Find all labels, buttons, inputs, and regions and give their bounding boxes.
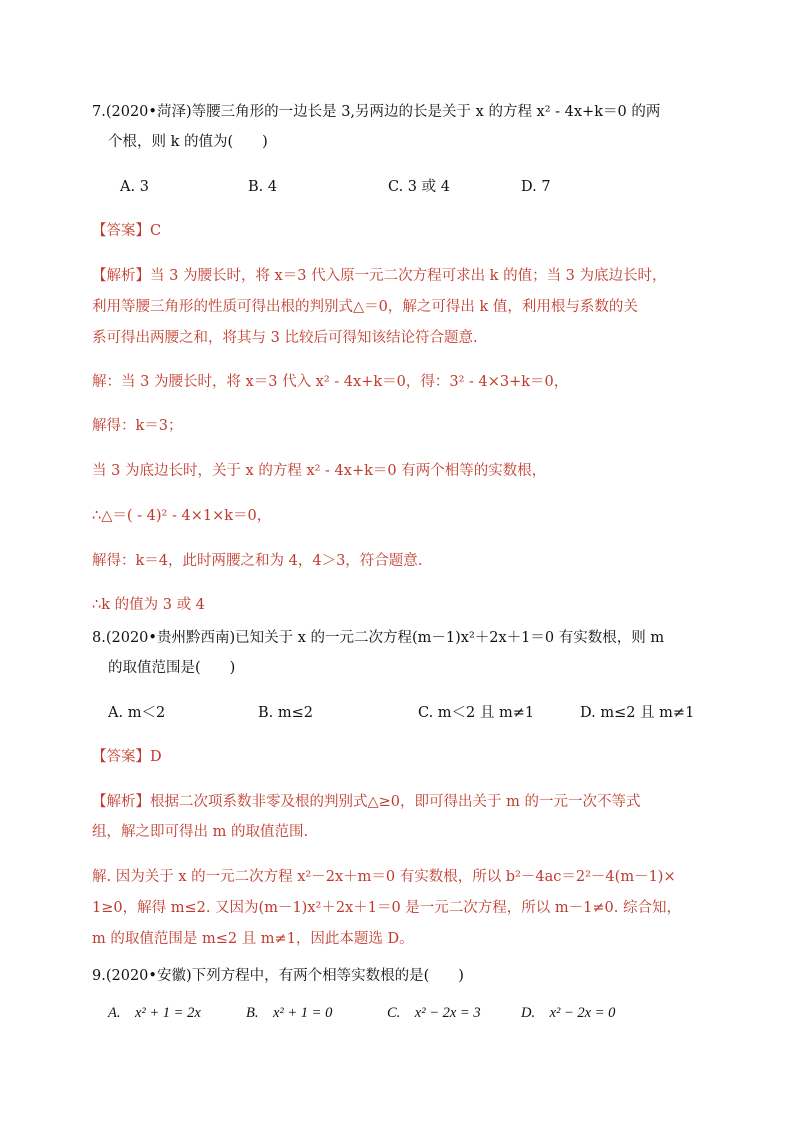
question-8-option-b: B. m≤2 bbox=[258, 705, 313, 721]
answer-label: 【答案】 bbox=[92, 223, 150, 239]
question-8-analysis-line-2: 组，解之即可得出 m 的取值范围. bbox=[92, 824, 309, 840]
question-8-stem-line-1: 8.(2020•贵州黔西南)已知关于 x 的一元二次方程(m－1)x²＋2x＋1＝0 有实数根，则 m bbox=[92, 630, 665, 646]
question-9-option-a: A. x² + 1 = 2x bbox=[108, 1005, 201, 1021]
question-7-analysis-line-3: 系可得出两腰之和，将其与 3 比较后可得知该结论符合题意. bbox=[92, 330, 478, 346]
question-7-analysis-line-2: 利用等腰三角形的性质可得出根的判别式△＝0，解之可得出 k 值，利用根与系数的关 bbox=[92, 299, 638, 315]
answer-value: D bbox=[150, 749, 162, 765]
question-7-option-c: C. 3 或 4 bbox=[388, 179, 450, 195]
analysis-text: 根据二次项系数非零及根的判别式△≥0，即可得出关于 m 的一元一次不等式 bbox=[150, 794, 641, 810]
question-8-option-d: D. m≤2 且 m≠1 bbox=[580, 705, 695, 721]
question-7-option-d: D. 7 bbox=[521, 179, 551, 195]
question-8-solution-line-2: 1≥0，解得 m≤2. 又因为(m－1)x²＋2x＋1＝0 是一元二次方程，所以 m－1≠0. 综合知， bbox=[92, 900, 681, 916]
answer-value: C bbox=[150, 223, 162, 239]
question-8-option-a: A. m＜2 bbox=[108, 705, 166, 721]
question-9-option-d: D. x² − 2x = 0 bbox=[521, 1005, 616, 1021]
question-9-stem: 9.(2020•安徽)下列方程中，有两个相等实数根的是( ) bbox=[92, 968, 464, 984]
question-8-option-c: C. m＜2 且 m≠1 bbox=[418, 705, 535, 721]
question-8-solution-line-3: m 的取值范围是 m≤2 且 m≠1，因此本题选 D。 bbox=[92, 931, 414, 947]
question-7-answer bbox=[92, 221, 161, 241]
analysis-label: 【解析】 bbox=[92, 794, 150, 810]
question-7-stem-line-1: 7.(2020•菏泽)等腰三角形的一边长是 3,另两边的长是关于 x 的方程 x² - 4x+k＝0 的两 bbox=[92, 104, 661, 120]
answer-label: 【答案】 bbox=[92, 749, 150, 765]
question-8-stem-line-2: 的取值范围是( ) bbox=[108, 660, 236, 676]
question-8-answer bbox=[92, 747, 162, 767]
question-7-solution-line-6: ∴k 的值为 3 或 4 bbox=[92, 597, 205, 613]
question-7-analysis-line-1 bbox=[92, 266, 667, 286]
question-7-solution-line-1: 解：当 3 为腰长时，将 x＝3 代入 x² - 4x+k＝0，得：3² - 4×3+k＝0， bbox=[92, 374, 569, 390]
question-8-solution-line-1: 解. 因为关于 x 的一元二次方程 x²－2x＋m＝0 有实数根，所以 b²－4ac＝2²－4(m－1)× bbox=[92, 869, 676, 885]
question-7-solution-line-5: 解得：k＝4，此时两腰之和为 4，4＞3，符合题意. bbox=[92, 553, 423, 569]
analysis-label: 【解析】 bbox=[92, 268, 150, 284]
question-7-solution-line-4: ∴△＝( - 4)² - 4×1×k＝0， bbox=[92, 508, 272, 524]
question-7-stem-line-2: 个根，则 k 的值为( ) bbox=[108, 134, 268, 150]
question-7-option-a: A. 3 bbox=[120, 179, 149, 195]
question-7-solution-line-2: 解得：k＝3； bbox=[92, 418, 183, 434]
question-8-analysis-line-1 bbox=[92, 792, 641, 812]
question-9-option-c: C. x² − 2x = 3 bbox=[387, 1005, 481, 1021]
question-7-solution-line-3: 当 3 为底边长时，关于 x 的方程 x² - 4x+k＝0 有两个相等的实数根， bbox=[92, 463, 547, 479]
question-7-option-b: B. 4 bbox=[248, 179, 278, 195]
analysis-text: 当 3 为腰长时，将 x＝3 代入原一元二次方程可求出 k 的值；当 3 为底边长时， bbox=[150, 268, 667, 284]
question-9-option-b: B. x² + 1 = 0 bbox=[246, 1005, 333, 1021]
